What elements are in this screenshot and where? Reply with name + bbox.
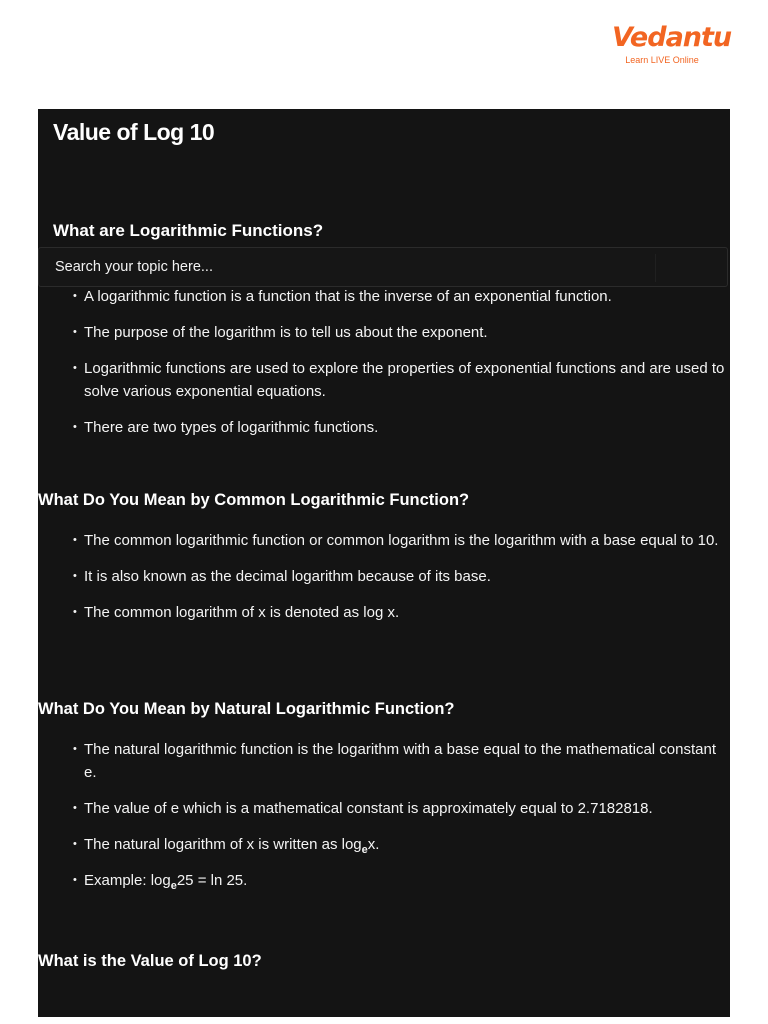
logarithmic-functions-list — [73, 285, 730, 439]
logo-tagline: Learn LIVE Online — [625, 55, 699, 65]
section-heading-natural-log: What Do You Mean by Natural Logarithmic Function? — [38, 700, 455, 718]
list-item: • The purpose of the logarithm is to tell us about the exponent. — [73, 321, 730, 344]
list-item: • There are two types of logarithmic functions. — [73, 416, 730, 439]
section-heading-value-of-log-10: What is the Value of Log 10? — [38, 952, 262, 970]
search-placeholder: Search your topic here... — [55, 259, 213, 275]
list-item-text: The natural logarithm of x is written as log — [84, 836, 362, 853]
list-item: • The common logarithmic function or common logarithm is the logarithm with a base equal to 10. — [73, 529, 730, 552]
page-title: Value of Log 10 — [53, 119, 215, 145]
list-item: • The common logarithm of x is denoted as log x. — [73, 601, 730, 624]
vedantu-logo[interactable] — [612, 22, 732, 72]
list-item: • The natural logarithmic function is the logarithm with a base equal to the mathematical constant e. — [73, 738, 730, 784]
subscript-e: e — [361, 844, 368, 856]
list-item — [73, 869, 730, 892]
natural-log-list — [73, 738, 730, 892]
list-item-text: x. — [367, 836, 380, 853]
subscript-e: e — [170, 880, 177, 892]
list-item — [73, 833, 730, 856]
content-panel — [38, 109, 730, 1017]
list-item-text: 25 = ln 25. — [176, 872, 248, 889]
common-log-list — [73, 529, 730, 624]
list-item: • The value of e which is a mathematical constant is approximately equal to 2.7182818. — [73, 797, 730, 820]
search-divider — [655, 254, 656, 282]
list-item: • A logarithmic function is a function that is the inverse of an exponential function. — [73, 285, 730, 308]
list-item: • It is also known as the decimal logarithm because of its base. — [73, 565, 730, 588]
section-heading-logarithmic-functions: What are Logarithmic Functions? — [53, 221, 324, 240]
list-item: • Logarithmic functions are used to explore the properties of exponential functions and are used to solve various exponential equations. — [73, 357, 730, 403]
logo-wordmark: Vedantu — [612, 22, 732, 53]
list-item-text: Example: log — [84, 872, 171, 889]
section-heading-common-log: What Do You Mean by Common Logarithmic Function? — [38, 491, 470, 509]
search-input[interactable] — [38, 247, 728, 287]
